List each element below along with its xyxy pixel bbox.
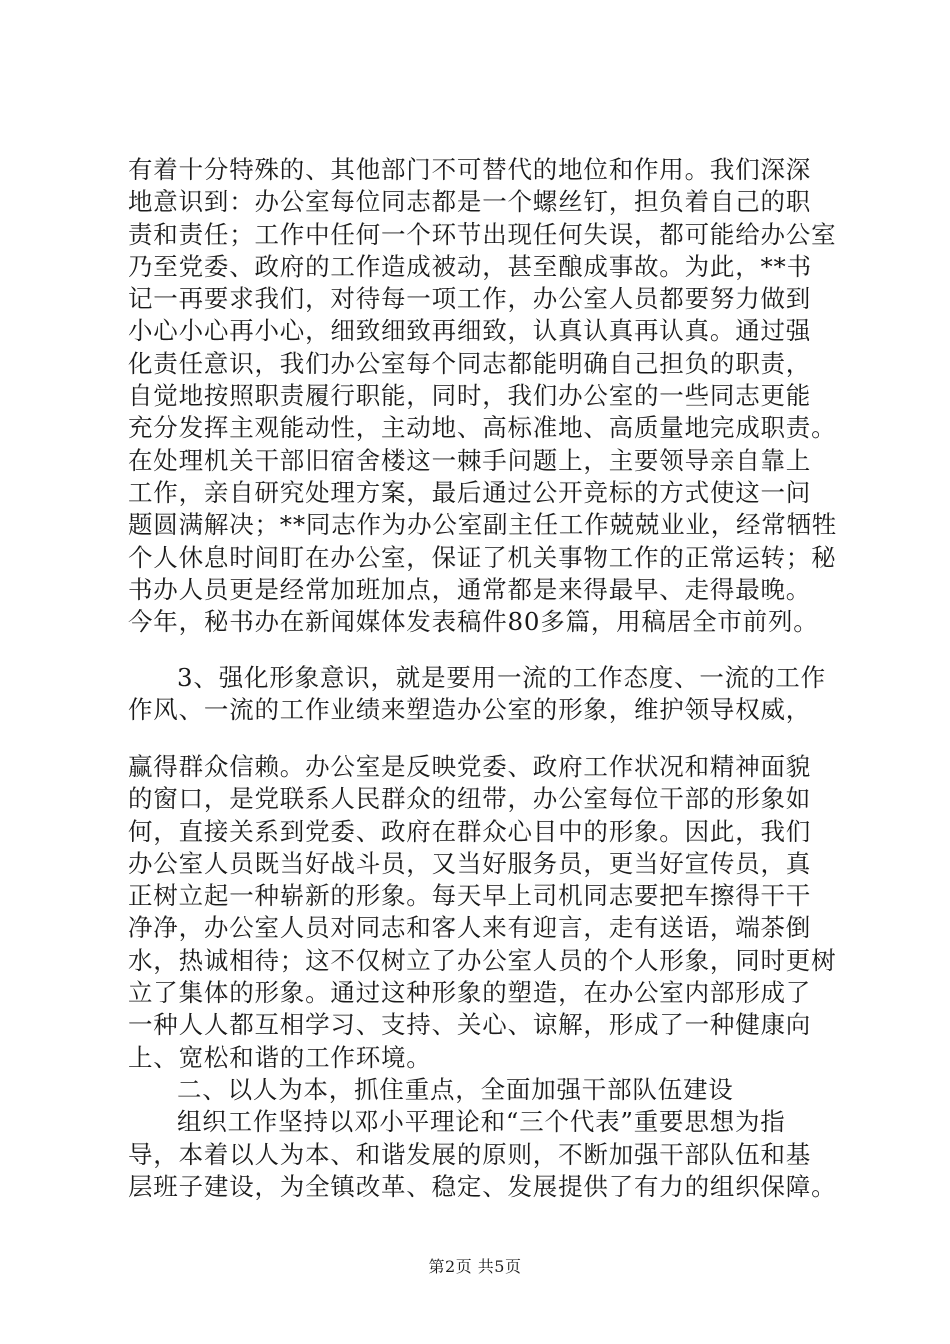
text-line: 在处理机关干部旧宿舍楼这一棘手问题上，主要领导亲自靠上 [128,445,812,475]
paragraph-responsibility-awareness [128,154,838,638]
text-line: 工作，亲自研究处理方案，最后通过公开竞标的方式使这一问 [128,477,812,507]
text-line: 充分发挥主观能动性，主动地、高标准地、高质量地完成职责。 [128,413,837,443]
text-line: 乃至党委、政府的工作造成被动，甚至酿成事故。为此，**书 [128,251,812,281]
paragraph-image-awareness-continued [128,751,838,1203]
text-line: 组织工作坚持以邓小平理论和“三个代表”重要思想为指 [177,1107,786,1137]
text-line: 今年，秘书办在新闻媒体发表稿件80多篇，用稿居全市前列。 [128,607,819,637]
paragraph-image-awareness [128,662,838,727]
text-line: 一种人人都互相学习、支持、关心、谅解，形成了一种健康向 [128,1010,812,1040]
text-line: 记一再要求我们，对待每一项工作，办公室人员都要努力做到 [128,284,812,314]
text-line: 导，本着以人为本、和谐发展的原则，不断加强干部队伍和基 [128,1139,812,1169]
text-line: 办公室人员既当好战斗员，又当好服务员，更当好宣传员，真 [128,848,812,878]
text-line: 何，直接关系到党委、政府在群众心目中的形象。因此，我们 [128,816,812,846]
text-line: 水，热诚相待；这不仅树立了办公室人员的个人形象，同时更树 [128,945,837,975]
text-line: 正树立起一种崭新的形象。每天早上司机同志要把车擦得干干 [128,881,812,911]
text-line: 的窗口，是党联系人民群众的纽带，办公室每位干部的形象如 [128,784,812,814]
text-line: 赢得群众信赖。办公室是反映党委、政府工作状况和精神面貌 [128,752,812,781]
text-line: 题圆满解决；**同志作为办公室副主任工作兢兢业业，经常牺牲 [128,510,838,540]
text-line: 层班子建设，为全镇改革、稳定、发展提供了有力的组织保障。 [128,1171,837,1201]
text-line: 自觉地按照职责履行职能，同时，我们办公室的一些同志更能 [128,381,812,411]
text-line: 责和责任；工作中任何一个环节出现任何失误，都可能给办公室 [128,219,837,249]
page-footer: 第2页 共5页 [428,1257,522,1276]
text-line: 作风、一流的工作业绩来塑造办公室的形象，维护领导权威， [128,695,812,725]
text-line: 地意识到：办公室每位同志都是一个螺丝钉，担负着自己的职 [128,187,812,217]
text-line: 书办人员更是经常加班加点，通常都是来得最早、走得最晚。 [128,574,812,604]
text-line: 上、宽松和谐的工作环境。 [128,1042,432,1072]
text-line: 有着十分特殊的、其他部门不可替代的地位和作用。我们深深 [128,155,812,184]
text-line: 立了集体的形象。通过这种形象的塑造，在办公室内部形成了 [128,978,812,1008]
text-line: 个人休息时间盯在办公室，保证了机关事物工作的正常运转；秘 [128,542,837,572]
text-line: 净净，办公室人员对同志和客人来有迎言，走有送语，端茶倒 [128,913,812,943]
section-heading: 二、以人为本，抓住重点，全面加强干部队伍建设 [177,1074,734,1104]
text-line: 3、强化形象意识，就是要用一流的工作态度、一流的工作 [177,663,826,692]
text-line: 化责任意识，我们办公室每个同志都能明确自己担负的职责， [128,348,812,378]
text-line: 小心小心再小心，细致细致再细致，认真认真再认真。通过强 [128,316,812,346]
